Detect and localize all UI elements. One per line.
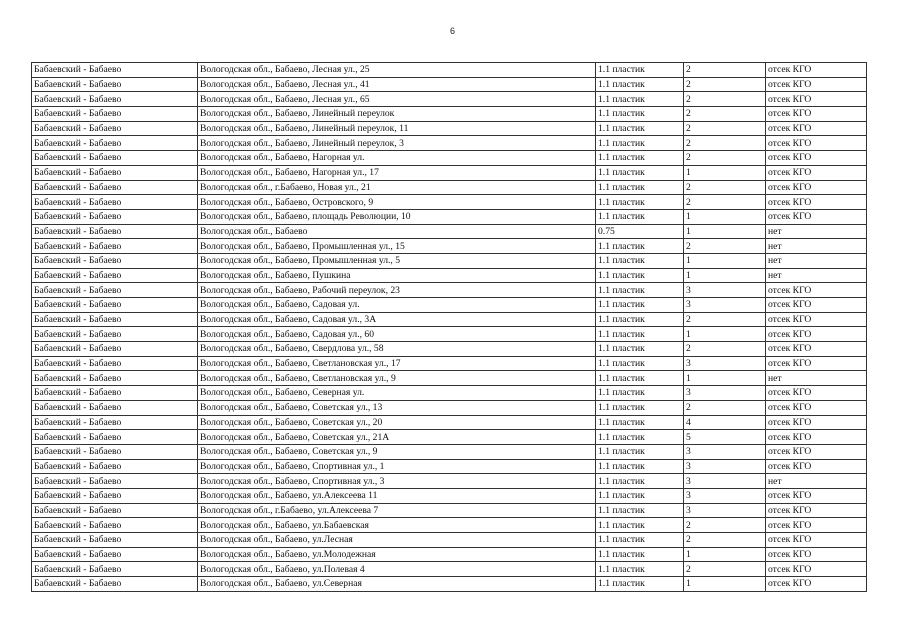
table-row xyxy=(32,503,867,518)
cell-container-type: 1.1 пластик xyxy=(596,386,684,401)
cell-kgo-compartment: отсек КГО xyxy=(766,459,867,474)
table-row xyxy=(32,518,867,533)
cell-address: Вологодская обл., Бабаево, ул.Полевая 4 xyxy=(198,562,596,577)
cell-container-type: 1.1 пластик xyxy=(596,151,684,166)
cell-container-count: 2 xyxy=(684,180,766,195)
cell-locality: Бабаевский - Бабаево xyxy=(32,533,198,548)
cell-locality: Бабаевский - Бабаево xyxy=(32,283,198,298)
cell-container-count: 2 xyxy=(684,195,766,210)
cell-locality: Бабаевский - Бабаево xyxy=(32,195,198,210)
page-number: 6 xyxy=(449,26,455,36)
cell-address: Вологодская обл., Бабаево, Промышленная ул., 5 xyxy=(198,253,596,268)
cell-kgo-compartment: отсек КГО xyxy=(766,342,867,357)
cell-container-type: 1.1 пластик xyxy=(596,371,684,386)
table-row xyxy=(32,195,867,210)
cell-container-type: 1.1 пластик xyxy=(596,239,684,254)
cell-kgo-compartment: отсек КГО xyxy=(766,283,867,298)
cell-address: Вологодская обл., Бабаево, Лесная ул., 25 xyxy=(198,63,596,78)
table-row xyxy=(32,400,867,415)
cell-container-type: 1.1 пластик xyxy=(596,474,684,489)
cell-kgo-compartment: нет xyxy=(766,268,867,283)
table-row xyxy=(32,239,867,254)
cell-locality: Бабаевский - Бабаево xyxy=(32,562,198,577)
cell-container-type: 1.1 пластик xyxy=(596,121,684,136)
cell-address: Вологодская обл., Бабаево, Северная ул. xyxy=(198,386,596,401)
cell-container-type: 1.1 пластик xyxy=(596,430,684,445)
cell-locality: Бабаевский - Бабаево xyxy=(32,136,198,151)
cell-container-type: 1.1 пластик xyxy=(596,327,684,342)
container-sites-table xyxy=(31,62,867,592)
table-row xyxy=(32,253,867,268)
cell-container-type: 1.1 пластик xyxy=(596,488,684,503)
cell-container-type: 1.1 пластик xyxy=(596,577,684,592)
table-row xyxy=(32,488,867,503)
cell-container-count: 3 xyxy=(684,459,766,474)
cell-locality: Бабаевский - Бабаево xyxy=(32,444,198,459)
cell-address: Вологодская обл., Бабаево, Нагорная ул., 17 xyxy=(198,165,596,180)
cell-container-type: 0.75 xyxy=(596,224,684,239)
cell-kgo-compartment: отсек КГО xyxy=(766,180,867,195)
cell-container-type: 1.1 пластик xyxy=(596,547,684,562)
cell-locality: Бабаевский - Бабаево xyxy=(32,165,198,180)
cell-address: Вологодская обл., Бабаево, Лесная ул., 65 xyxy=(198,92,596,107)
table-row xyxy=(32,312,867,327)
cell-kgo-compartment: нет xyxy=(766,239,867,254)
cell-container-count: 5 xyxy=(684,430,766,445)
table-row xyxy=(32,224,867,239)
cell-kgo-compartment: отсек КГО xyxy=(766,327,867,342)
cell-address: Вологодская обл., Бабаево, ул.Молодежная xyxy=(198,547,596,562)
cell-locality: Бабаевский - Бабаево xyxy=(32,474,198,489)
cell-kgo-compartment: отсек КГО xyxy=(766,430,867,445)
table-row xyxy=(32,356,867,371)
table-row xyxy=(32,327,867,342)
cell-kgo-compartment: отсек КГО xyxy=(766,121,867,136)
table-row xyxy=(32,209,867,224)
cell-locality: Бабаевский - Бабаево xyxy=(32,151,198,166)
table-row xyxy=(32,547,867,562)
cell-container-count: 1 xyxy=(684,327,766,342)
cell-kgo-compartment: отсек КГО xyxy=(766,63,867,78)
cell-container-count: 2 xyxy=(684,151,766,166)
cell-locality: Бабаевский - Бабаево xyxy=(32,518,198,533)
cell-locality: Бабаевский - Бабаево xyxy=(32,298,198,313)
cell-container-count: 2 xyxy=(684,121,766,136)
cell-container-type: 1.1 пластик xyxy=(596,533,684,548)
cell-kgo-compartment: нет xyxy=(766,371,867,386)
cell-address: Вологодская обл., Бабаево, Пушкина xyxy=(198,268,596,283)
cell-container-count: 4 xyxy=(684,415,766,430)
cell-address: Вологодская обл., Бабаево, Свердлова ул., 58 xyxy=(198,342,596,357)
table-row xyxy=(32,268,867,283)
cell-kgo-compartment: отсек КГО xyxy=(766,195,867,210)
cell-container-count: 2 xyxy=(684,239,766,254)
cell-address: Вологодская обл., Бабаево, Советская ул., 9 xyxy=(198,444,596,459)
table-row xyxy=(32,562,867,577)
cell-container-type: 1.1 пластик xyxy=(596,283,684,298)
cell-locality: Бабаевский - Бабаево xyxy=(32,224,198,239)
cell-container-count: 3 xyxy=(684,386,766,401)
cell-kgo-compartment: отсек КГО xyxy=(766,386,867,401)
cell-address: Вологодская обл., Бабаево, Садовая ул., 60 xyxy=(198,327,596,342)
table-row xyxy=(32,165,867,180)
cell-locality: Бабаевский - Бабаево xyxy=(32,415,198,430)
cell-address: Вологодская обл., Бабаево, ул.Лесная xyxy=(198,533,596,548)
table-row xyxy=(32,283,867,298)
cell-locality: Бабаевский - Бабаево xyxy=(32,547,198,562)
cell-locality: Бабаевский - Бабаево xyxy=(32,268,198,283)
cell-locality: Бабаевский - Бабаево xyxy=(32,180,198,195)
cell-container-type: 1.1 пластик xyxy=(596,92,684,107)
cell-locality: Бабаевский - Бабаево xyxy=(32,209,198,224)
cell-container-type: 1.1 пластик xyxy=(596,400,684,415)
table-row xyxy=(32,577,867,592)
cell-kgo-compartment: отсек КГО xyxy=(766,77,867,92)
cell-kgo-compartment: отсек КГО xyxy=(766,547,867,562)
table-row xyxy=(32,371,867,386)
cell-container-type: 1.1 пластик xyxy=(596,312,684,327)
cell-container-count: 1 xyxy=(684,165,766,180)
table-row xyxy=(32,444,867,459)
cell-locality: Бабаевский - Бабаево xyxy=(32,400,198,415)
cell-locality: Бабаевский - Бабаево xyxy=(32,342,198,357)
cell-container-count: 2 xyxy=(684,63,766,78)
cell-address: Вологодская обл., Бабаево, Светлановская ул., 17 xyxy=(198,356,596,371)
cell-container-count: 1 xyxy=(684,209,766,224)
table-row xyxy=(32,430,867,445)
table-row xyxy=(32,77,867,92)
cell-kgo-compartment: отсек КГО xyxy=(766,165,867,180)
cell-locality: Бабаевский - Бабаево xyxy=(32,577,198,592)
cell-address: Вологодская обл., Бабаево, Садовая ул. xyxy=(198,298,596,313)
cell-locality: Бабаевский - Бабаево xyxy=(32,92,198,107)
table-row xyxy=(32,415,867,430)
cell-kgo-compartment: отсек КГО xyxy=(766,415,867,430)
cell-address: Вологодская обл., Бабаево, ул.Северная xyxy=(198,577,596,592)
cell-address: Вологодская обл., Бабаево, Линейный переулок xyxy=(198,107,596,122)
cell-container-count: 2 xyxy=(684,107,766,122)
cell-container-type: 1.1 пластик xyxy=(596,165,684,180)
cell-kgo-compartment: отсек КГО xyxy=(766,518,867,533)
cell-container-count: 2 xyxy=(684,342,766,357)
cell-address: Вологодская обл., Бабаево, Спортивная ул., 1 xyxy=(198,459,596,474)
cell-locality: Бабаевский - Бабаево xyxy=(32,63,198,78)
cell-container-count: 3 xyxy=(684,503,766,518)
cell-container-type: 1.1 пластик xyxy=(596,136,684,151)
cell-kgo-compartment: нет xyxy=(766,474,867,489)
cell-container-count: 3 xyxy=(684,283,766,298)
cell-locality: Бабаевский - Бабаево xyxy=(32,430,198,445)
cell-container-count: 2 xyxy=(684,533,766,548)
cell-address: Вологодская обл., Бабаево, Советская ул., 20 xyxy=(198,415,596,430)
cell-container-type: 1.1 пластик xyxy=(596,253,684,268)
cell-kgo-compartment: отсек КГО xyxy=(766,151,867,166)
cell-container-type: 1.1 пластик xyxy=(596,209,684,224)
table-row xyxy=(32,342,867,357)
cell-kgo-compartment: нет xyxy=(766,224,867,239)
cell-kgo-compartment: отсек КГО xyxy=(766,298,867,313)
cell-address: Вологодская обл., Бабаево, Линейный переулок, 3 xyxy=(198,136,596,151)
cell-container-type: 1.1 пластик xyxy=(596,107,684,122)
table-row xyxy=(32,298,867,313)
table-row xyxy=(32,151,867,166)
table-row xyxy=(32,136,867,151)
cell-kgo-compartment: отсек КГО xyxy=(766,107,867,122)
table-row xyxy=(32,474,867,489)
cell-container-type: 1.1 пластик xyxy=(596,63,684,78)
table-row xyxy=(32,533,867,548)
cell-kgo-compartment: отсек КГО xyxy=(766,577,867,592)
cell-locality: Бабаевский - Бабаево xyxy=(32,312,198,327)
cell-address: Вологодская обл., г.Бабаево, ул.Алексеева 7 xyxy=(198,503,596,518)
table-row xyxy=(32,180,867,195)
cell-address: Вологодская обл., Бабаево, Светлановская ул., 9 xyxy=(198,371,596,386)
cell-address: Вологодская обл., Бабаево, Островского, 9 xyxy=(198,195,596,210)
cell-address: Вологодская обл., Бабаево, Спортивная ул., 3 xyxy=(198,474,596,489)
table-row xyxy=(32,63,867,78)
cell-container-count: 1 xyxy=(684,577,766,592)
cell-container-count: 3 xyxy=(684,488,766,503)
cell-container-type: 1.1 пластик xyxy=(596,562,684,577)
table-row xyxy=(32,459,867,474)
cell-container-type: 1.1 пластик xyxy=(596,503,684,518)
cell-address: Вологодская обл., Бабаево xyxy=(198,224,596,239)
cell-address: Вологодская обл., Бабаево, ул.Бабаевская xyxy=(198,518,596,533)
cell-address: Вологодская обл., Бабаево, ул.Алексеева 11 xyxy=(198,488,596,503)
cell-address: Вологодская обл., Бабаево, Садовая ул., 3А xyxy=(198,312,596,327)
cell-locality: Бабаевский - Бабаево xyxy=(32,503,198,518)
cell-container-type: 1.1 пластик xyxy=(596,459,684,474)
cell-container-type: 1.1 пластик xyxy=(596,342,684,357)
cell-locality: Бабаевский - Бабаево xyxy=(32,327,198,342)
cell-container-type: 1.1 пластик xyxy=(596,518,684,533)
cell-container-count: 1 xyxy=(684,268,766,283)
cell-container-type: 1.1 пластик xyxy=(596,444,684,459)
table-row xyxy=(32,386,867,401)
cell-container-count: 1 xyxy=(684,371,766,386)
cell-address: Вологодская обл., Бабаево, Советская ул., 21А xyxy=(198,430,596,445)
cell-container-type: 1.1 пластик xyxy=(596,356,684,371)
cell-kgo-compartment: отсек КГО xyxy=(766,136,867,151)
cell-locality: Бабаевский - Бабаево xyxy=(32,459,198,474)
cell-container-count: 2 xyxy=(684,518,766,533)
table-body xyxy=(32,63,867,592)
cell-locality: Бабаевский - Бабаево xyxy=(32,121,198,136)
cell-container-type: 1.1 пластик xyxy=(596,298,684,313)
cell-kgo-compartment: отсек КГО xyxy=(766,92,867,107)
cell-address: Вологодская обл., г.Бабаево, Новая ул., 21 xyxy=(198,180,596,195)
cell-kgo-compartment: отсек КГО xyxy=(766,356,867,371)
cell-container-count: 2 xyxy=(684,77,766,92)
cell-address: Вологодская обл., Бабаево, Линейный переулок, 11 xyxy=(198,121,596,136)
cell-container-count: 1 xyxy=(684,224,766,239)
cell-kgo-compartment: отсек КГО xyxy=(766,400,867,415)
cell-container-type: 1.1 пластик xyxy=(596,195,684,210)
cell-container-count: 3 xyxy=(684,298,766,313)
cell-kgo-compartment: отсек КГО xyxy=(766,562,867,577)
cell-kgo-compartment: отсек КГО xyxy=(766,209,867,224)
cell-kgo-compartment: отсек КГО xyxy=(766,444,867,459)
table-row xyxy=(32,92,867,107)
cell-kgo-compartment: отсек КГО xyxy=(766,312,867,327)
cell-locality: Бабаевский - Бабаево xyxy=(32,356,198,371)
cell-container-count: 2 xyxy=(684,562,766,577)
cell-container-type: 1.1 пластик xyxy=(596,180,684,195)
cell-locality: Бабаевский - Бабаево xyxy=(32,386,198,401)
cell-container-count: 3 xyxy=(684,444,766,459)
cell-container-type: 1.1 пластик xyxy=(596,268,684,283)
cell-locality: Бабаевский - Бабаево xyxy=(32,488,198,503)
cell-container-count: 1 xyxy=(684,253,766,268)
cell-container-count: 3 xyxy=(684,474,766,489)
cell-container-count: 2 xyxy=(684,136,766,151)
cell-kgo-compartment: отсек КГО xyxy=(766,488,867,503)
cell-locality: Бабаевский - Бабаево xyxy=(32,77,198,92)
cell-kgo-compartment: отсек КГО xyxy=(766,503,867,518)
cell-address: Вологодская обл., Бабаево, Советская ул., 13 xyxy=(198,400,596,415)
cell-address: Вологодская обл., Бабаево, площадь Революции, 10 xyxy=(198,209,596,224)
cell-address: Вологодская обл., Бабаево, Лесная ул., 41 xyxy=(198,77,596,92)
cell-locality: Бабаевский - Бабаево xyxy=(32,253,198,268)
cell-container-count: 1 xyxy=(684,547,766,562)
cell-locality: Бабаевский - Бабаево xyxy=(32,371,198,386)
cell-container-count: 2 xyxy=(684,312,766,327)
cell-container-count: 2 xyxy=(684,92,766,107)
cell-kgo-compartment: отсек КГО xyxy=(766,533,867,548)
cell-address: Вологодская обл., Бабаево, Промышленная ул., 15 xyxy=(198,239,596,254)
cell-container-count: 2 xyxy=(684,400,766,415)
cell-kgo-compartment: нет xyxy=(766,253,867,268)
cell-address: Вологодская обл., Бабаево, Нагорная ул. xyxy=(198,151,596,166)
cell-locality: Бабаевский - Бабаево xyxy=(32,107,198,122)
cell-locality: Бабаевский - Бабаево xyxy=(32,239,198,254)
table-row xyxy=(32,121,867,136)
cell-container-count: 3 xyxy=(684,356,766,371)
cell-container-type: 1.1 пластик xyxy=(596,77,684,92)
cell-address: Вологодская обл., Бабаево, Рабочий переулок, 23 xyxy=(198,283,596,298)
cell-container-type: 1.1 пластик xyxy=(596,415,684,430)
table-row xyxy=(32,107,867,122)
